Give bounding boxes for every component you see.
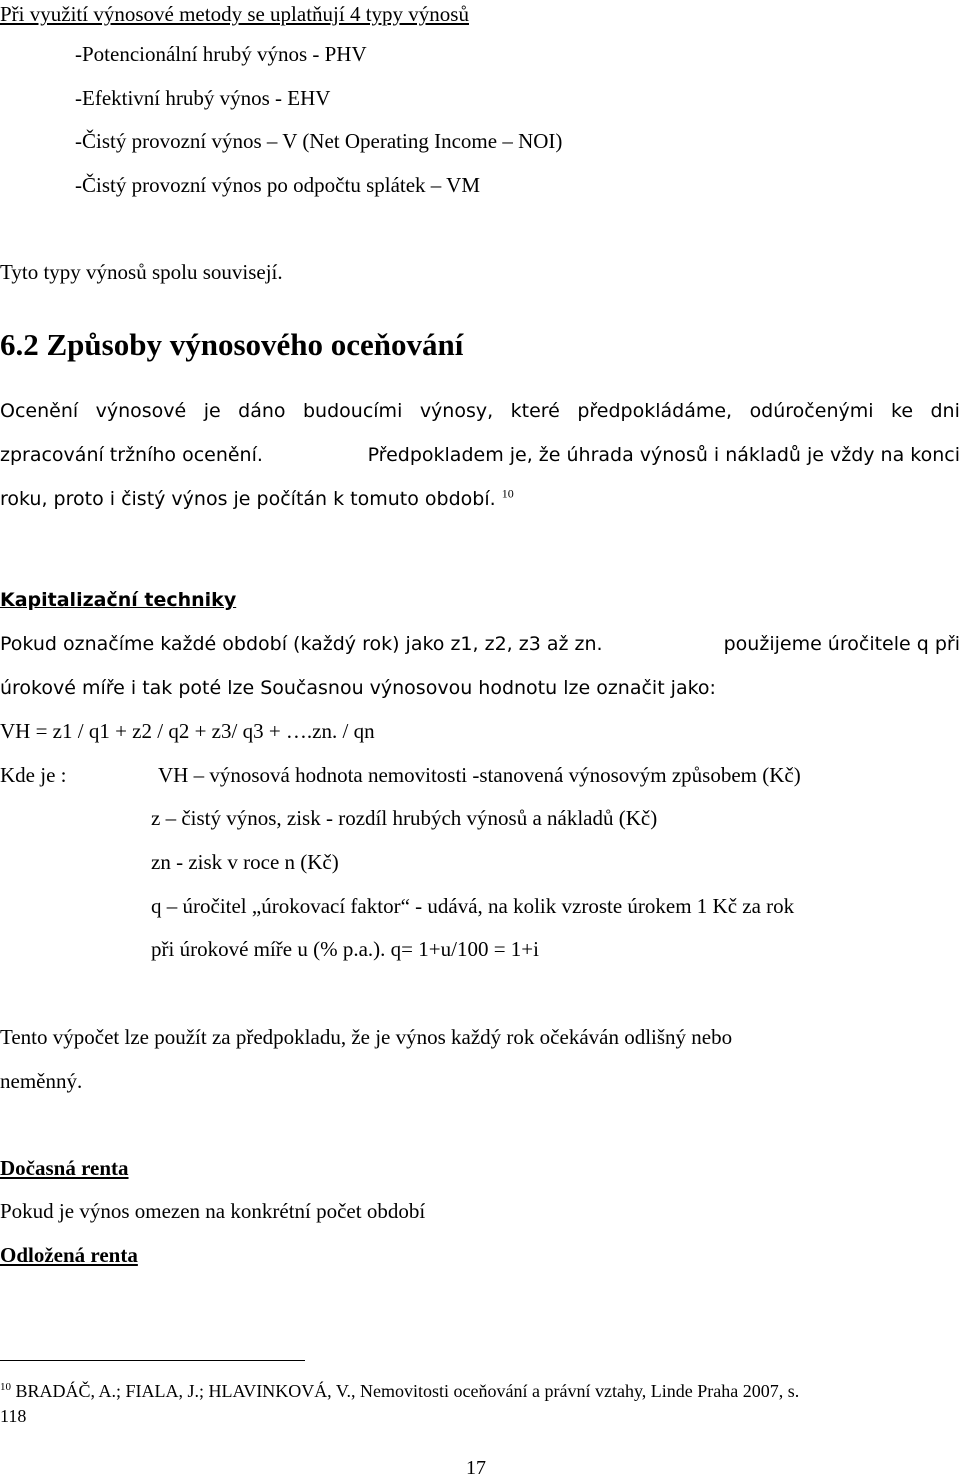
deferred-heading: Odložená renta <box>0 1243 138 1267</box>
definition-item: při úrokové míře u (% p.a.). q= 1+u/100 = 1+i <box>151 937 539 961</box>
section-paragraph-line <box>0 441 960 469</box>
definition-text: q – úročitel „úrokovací faktor“ - udává, na kolik vzroste úrokem 1 Kč za rok <box>151 894 795 918</box>
page-number: 17 <box>466 1457 486 1479</box>
definition-item: zn - zisk v roce n (Kč) <box>151 850 339 874</box>
formula: VH = z1 / q1 + z2 / q2 + z3/ q3 + ….zn. / qn <box>0 719 375 743</box>
temporary-text: Pokud je výnos omezen na konkrétní počet období <box>0 1199 426 1223</box>
footnote-separator <box>0 1360 305 1361</box>
temporary-heading: Dočasná renta <box>0 1156 129 1180</box>
footnote-reference: 10 <box>501 486 514 501</box>
section-paragraph-text: Předpokladem je, že úhrada výnosů i nákladů je vždy na konci <box>367 444 960 466</box>
word: dni <box>930 400 960 422</box>
word: ke <box>891 400 914 422</box>
word: Ocenění <box>0 400 79 422</box>
capitalization-text: použijeme úročitele q při <box>723 633 960 655</box>
section-paragraph-text: roku, proto i čistý výnos je počítán k tomuto období. <box>0 488 496 510</box>
intro-item: -Efektivní hrubý výnos - EHV <box>75 86 331 110</box>
word: budoucími <box>303 400 403 422</box>
capitalization-line: úrokové míře i tak poté lze Současnou výnosovou hodnotu lze označit jako: <box>0 677 716 699</box>
capitalization-closing <box>0 1023 960 1051</box>
intro-item: -Potencionální hrubý výnos - PHV <box>75 42 367 66</box>
word: je <box>203 400 221 422</box>
capitalization-closing: neměnný. <box>0 1069 83 1093</box>
intro-closing: Tyto typy výnosů spolu souvisejí. <box>0 260 283 284</box>
where-label: Kde je : <box>0 763 67 787</box>
footnote-continuation: 118 <box>0 1406 27 1426</box>
definition-item <box>151 892 960 920</box>
capitalization-heading: Kapitalizační techniky <box>0 589 237 611</box>
intro-title: Při využití výnosové metody se uplatňují 4 typy výnosů <box>0 2 469 26</box>
word: předpokládáme, <box>577 400 733 422</box>
section-paragraph-line <box>0 485 514 513</box>
section-paragraph-line <box>0 397 960 425</box>
capitalization-text: Pokud označíme každé období (každý rok) jako z1, z2, z3 až zn. <box>0 633 603 655</box>
word: výnosy, <box>419 400 494 422</box>
section-paragraph-text: zpracování tržního ocenění. <box>0 444 263 466</box>
intro-item: -Čistý provozní výnos po odpočtu splátek – VM <box>75 173 481 197</box>
definition-item: VH – výnosová hodnota nemovitosti -stanovená výnosovým způsobem (Kč) <box>158 763 801 787</box>
section-heading: 6.2 Způsoby výnosového oceňování <box>0 327 464 362</box>
word: dáno <box>238 400 286 422</box>
word: výnosové <box>95 400 187 422</box>
footnote-number: 10 <box>0 1381 11 1393</box>
capitalization-closing-text: Tento výpočet lze použít za předpokladu, že je výnos každý rok očekáván odlišný nebo <box>0 1025 733 1049</box>
definition-item: z – čistý výnos, zisk - rozdíl hrubých výnosů a nákladů (Kč) <box>151 806 658 830</box>
capitalization-line <box>0 630 960 658</box>
footnote-text: BRADÁČ, A.; FIALA, J.; HLAVINKOVÁ, V., Nemovitosti oceňování a právní vztahy, Linde Praha 2007, s. <box>15 1381 800 1401</box>
intro-item: -Čistý provozní výnos – V (Net Operating Income – NOI) <box>75 129 563 153</box>
footnote <box>0 1379 799 1403</box>
word: odúročenými <box>749 400 874 422</box>
word: které <box>510 400 560 422</box>
